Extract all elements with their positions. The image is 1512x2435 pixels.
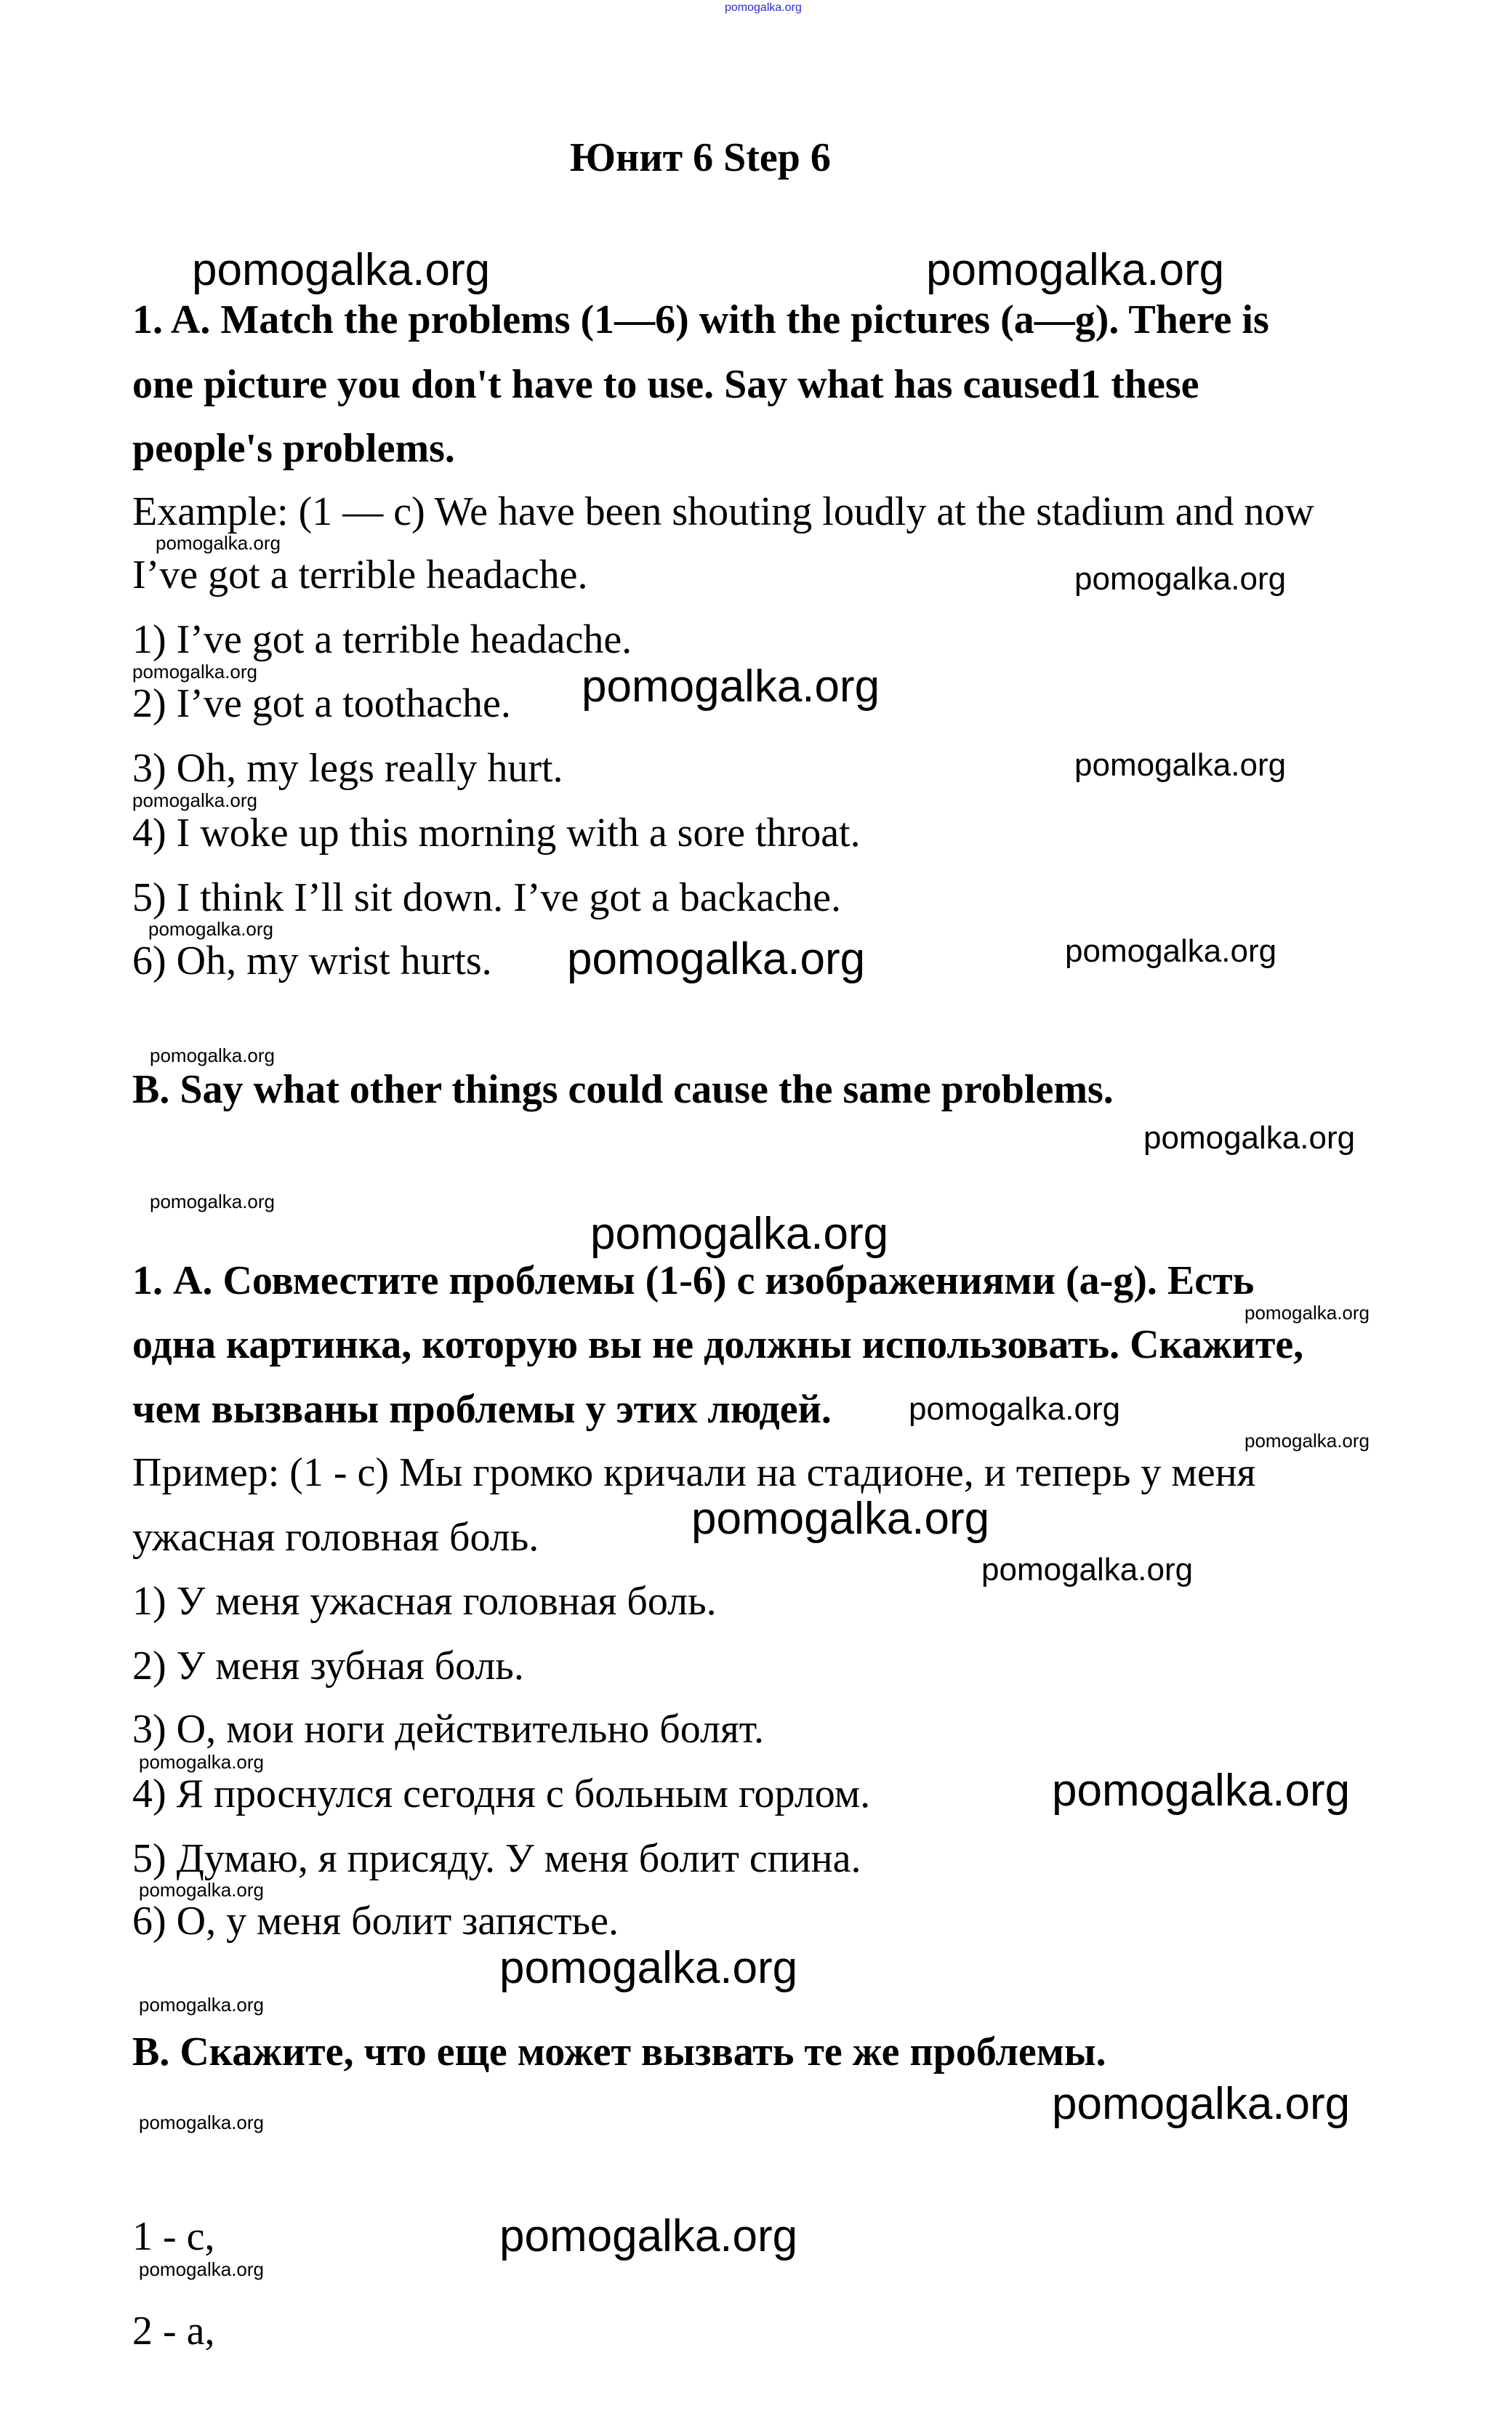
task-b-heading: B. Скажите, что еще может вызвать те же проблемы. (132, 2029, 1106, 2074)
list-item: 5) Думаю, я присяду. У меня болит спина. (132, 1836, 861, 1881)
watermark: pomogalka.org (981, 1552, 1194, 1587)
watermark: pomogalka.org (150, 1045, 275, 1066)
list-item: 5) I think I’ll sit down. I’ve got a backache. (132, 875, 842, 920)
watermark: pomogalka.org (148, 918, 273, 940)
watermark: pomogalka.org (150, 1191, 275, 1212)
example-line: Пример: (1 - с) Мы громко кричали на стадионе, и теперь у меня (132, 1450, 1256, 1495)
watermark: pomogalka.org (499, 1943, 798, 1993)
list-item: 2) I’ve got a toothache. (132, 681, 511, 726)
task-a-heading: чем вызваны проблемы у этих людей. (132, 1387, 832, 1432)
watermark: pomogalka.org (1052, 2079, 1351, 2129)
list-item: 3) Oh, my legs really hurt. (132, 746, 563, 791)
top-watermark-link[interactable]: pomogalka.org (725, 1, 802, 14)
answer-item: 1 - c, (132, 2214, 215, 2259)
task-a-heading: одна картинка, которую вы не должны использовать. Скажите, (132, 1322, 1304, 1367)
example-line: Example: (1 — c) We have been shouting loudly at the stadium and now (132, 489, 1314, 534)
watermark: pomogalka.org (926, 245, 1225, 295)
watermark: pomogalka.org (156, 532, 281, 554)
answer-item: 2 - a, (132, 2309, 215, 2354)
watermark: pomogalka.org (1143, 1120, 1356, 1156)
watermark: pomogalka.org (139, 2258, 264, 2280)
task-a-heading: 1. A. Match the problems (1—6) with the pictures (a—g). There is (132, 297, 1269, 342)
watermark: pomogalka.org (691, 1494, 990, 1544)
task-b-heading: B. Say what other things could cause the same problems. (132, 1067, 1114, 1112)
watermark: pomogalka.org (139, 2112, 264, 2133)
list-item: 2) У меня зубная боль. (132, 1643, 524, 1689)
watermark: pomogalka.org (132, 661, 257, 683)
list-item: 6) О, у меня болит запястье. (132, 1899, 619, 1944)
task-a-heading: 1. А. Совместите проблемы (1-6) с изображениями (a-g). Есть (132, 1258, 1255, 1303)
watermark: pomogalka.org (1065, 933, 1277, 969)
watermark: pomogalka.org (139, 1751, 264, 1773)
watermark: pomogalka.org (192, 245, 491, 295)
list-item: 1) У меня ужасная головная боль. (132, 1579, 717, 1624)
task-a-heading: people's problems. (132, 426, 455, 471)
watermark: pomogalka.org (582, 661, 880, 712)
watermark: pomogalka.org (132, 789, 257, 811)
page-title: Юнит 6 Step 6 (570, 135, 831, 180)
watermark: pomogalka.org (909, 1391, 1121, 1427)
watermark: pomogalka.org (590, 1209, 889, 1259)
example-line: I’ve got a terrible headache. (132, 552, 588, 597)
list-item: 4) Я проснулся сегодня с больным горлом. (132, 1771, 871, 1816)
example-line: ужасная головная боль. (132, 1515, 539, 1560)
list-item: 4) I woke up this morning with a sore throat. (132, 810, 861, 856)
list-item: 3) О, мои ноги действительно болят. (132, 1707, 764, 1752)
watermark: pomogalka.org (499, 2211, 798, 2261)
watermark: pomogalka.org (1244, 1430, 1370, 1452)
watermark: pomogalka.org (139, 1879, 264, 1901)
watermark: pomogalka.org (567, 934, 866, 984)
watermark: pomogalka.org (1074, 561, 1287, 597)
watermark: pomogalka.org (1074, 747, 1287, 783)
task-a-heading: one picture you don't have to use. Say what has caused1 these (132, 362, 1199, 407)
list-item: 6) Oh, my wrist hurts. (132, 938, 492, 983)
watermark: pomogalka.org (139, 1994, 264, 2016)
watermark: pomogalka.org (1244, 1302, 1370, 1324)
list-item: 1) I’ve got a terrible headache. (132, 617, 632, 662)
watermark: pomogalka.org (1052, 1766, 1351, 1816)
